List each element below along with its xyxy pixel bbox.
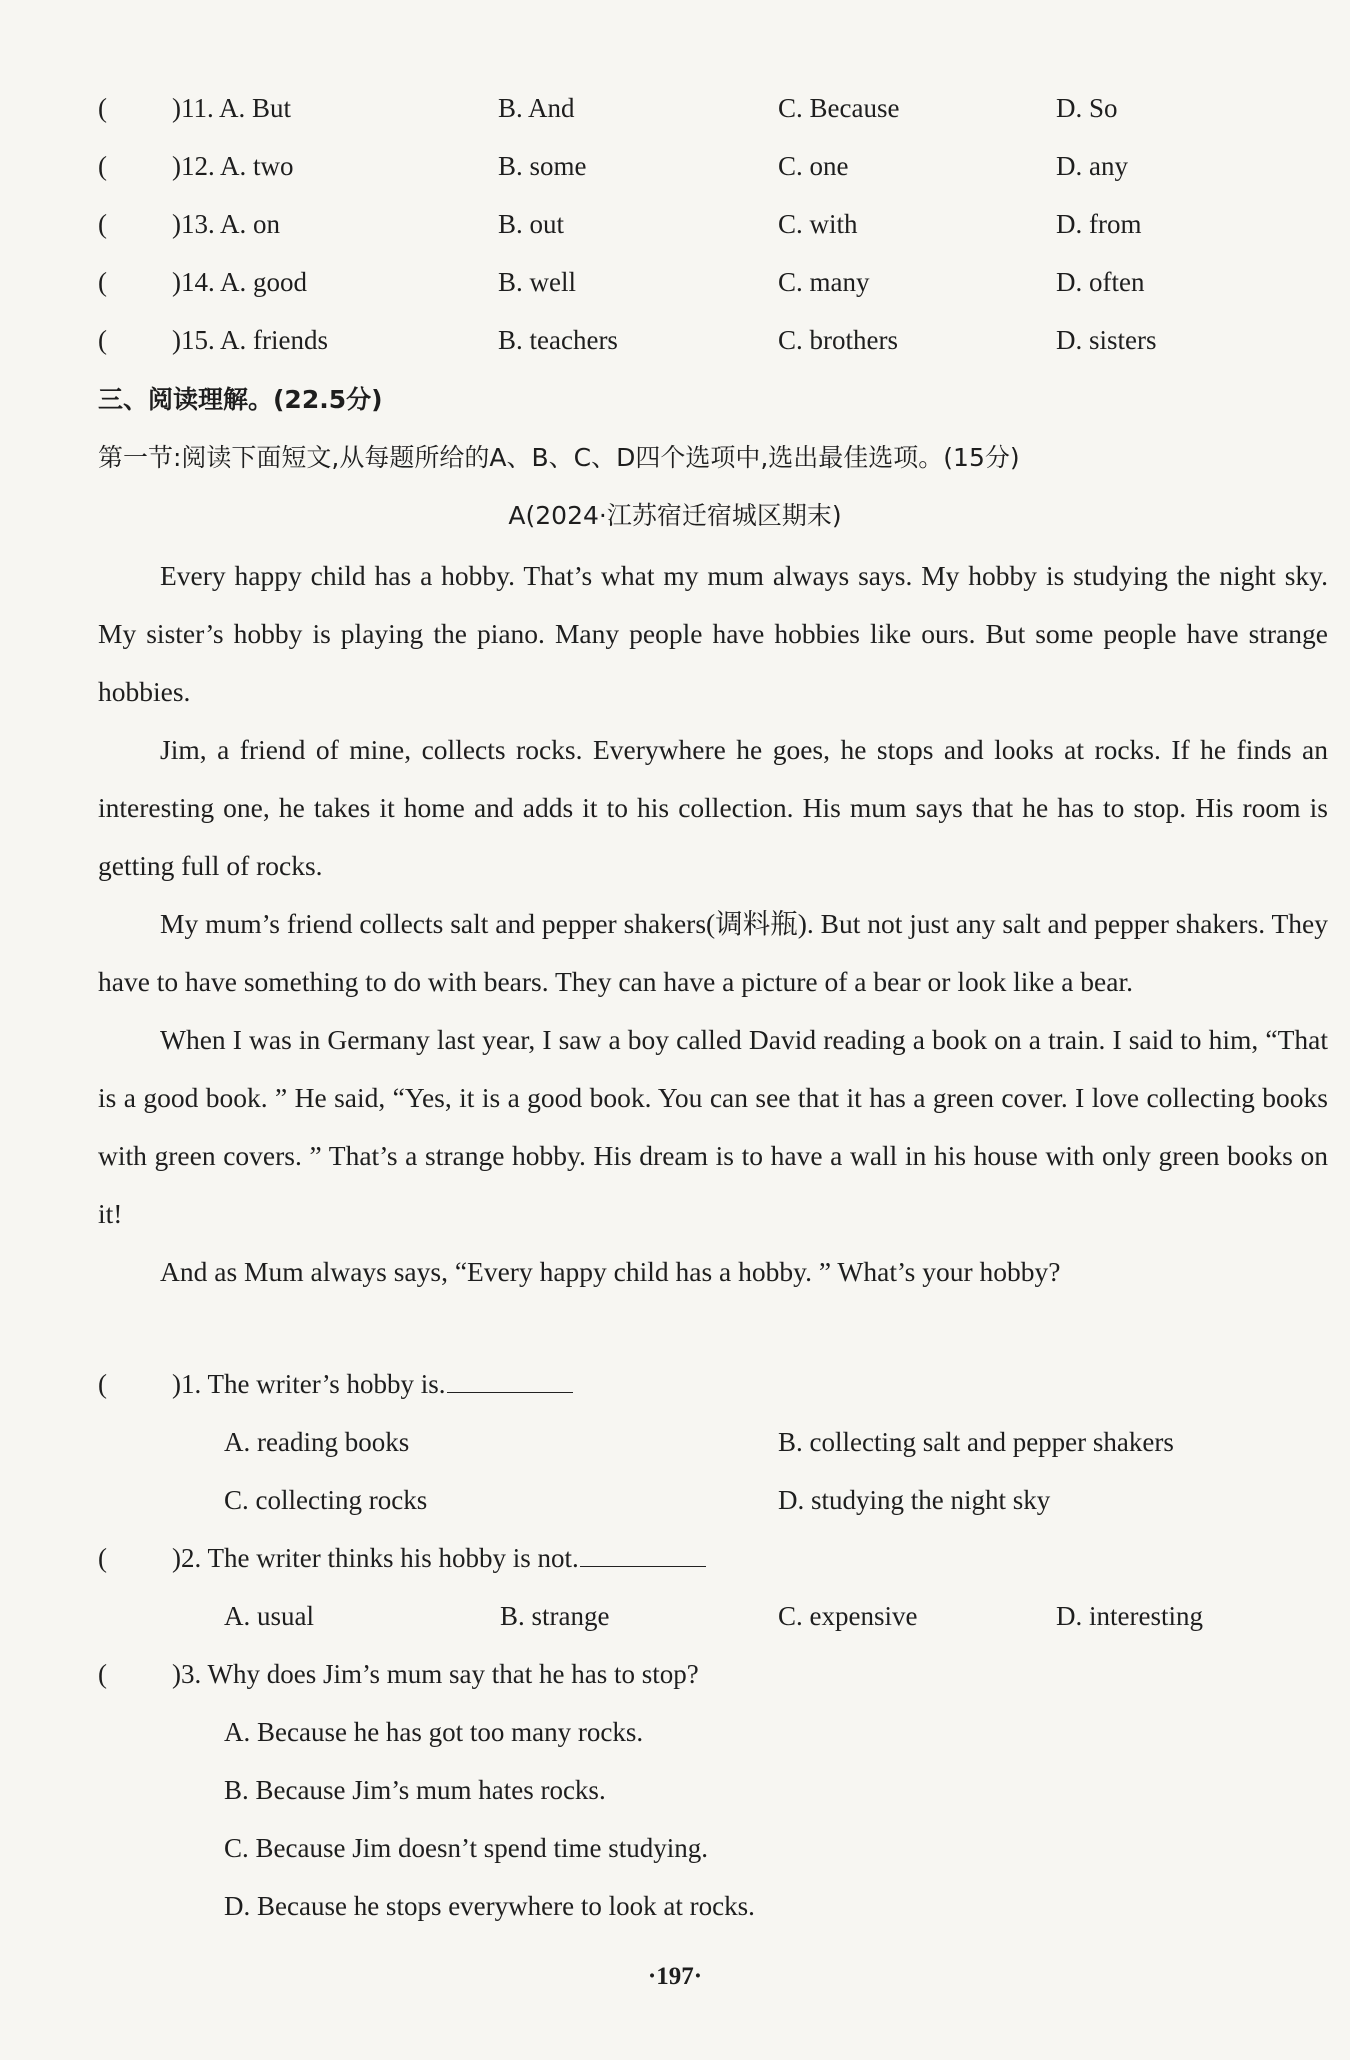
option-b: B. out: [498, 209, 565, 239]
option-b: B. strange: [500, 1601, 610, 1631]
option-b: B. teachers: [498, 325, 618, 355]
question-2-options: [98, 1598, 1298, 1634]
question-number: )11.: [172, 93, 214, 123]
cloze-question-12: [98, 148, 1298, 184]
option-b: B. And: [498, 93, 575, 123]
option-c: C. with: [778, 209, 858, 239]
answer-bracket[interactable]: (: [98, 325, 107, 355]
question-number-and-option-a: [172, 206, 280, 242]
question-3-option-c: [98, 1830, 1298, 1866]
option-c: C. Because Jim doesn’t spend time studying.: [224, 1833, 708, 1863]
question-number: )15.: [172, 325, 215, 355]
option-a: A. usual: [224, 1601, 314, 1631]
question-3-option-a: [98, 1714, 1298, 1750]
question-3-option-d: [98, 1888, 1298, 1924]
page-number: ·197·: [647, 1963, 703, 1990]
question-number-and-option-a: [172, 148, 294, 184]
option-d: D. sisters: [1056, 325, 1157, 355]
option-a: A. two: [220, 151, 294, 181]
option-c: C. one: [778, 151, 849, 181]
question-text: )3. Why does Jim’s mum say that he has to stop?: [172, 1659, 699, 1689]
option-d: D. Because he stops everywhere to look at rocks.: [224, 1891, 755, 1921]
option-c: C. expensive: [778, 1601, 918, 1631]
cloze-question-15: [98, 322, 1298, 358]
question-3: [98, 1656, 1298, 1692]
option-d: D. any: [1056, 151, 1128, 181]
option-c: C. brothers: [778, 325, 898, 355]
question-number-and-option-a: [172, 264, 307, 300]
option-c: C. many: [778, 267, 870, 297]
answer-bracket[interactable]: (: [98, 1659, 107, 1689]
question-stem: [172, 1540, 579, 1576]
question-text: )1. The writer’s hobby is: [172, 1369, 439, 1399]
section-title: 三、阅读理解。(22.5分): [98, 385, 383, 414]
question-1: [98, 1366, 1298, 1402]
question-number-and-option-a: [172, 322, 328, 358]
option-b: B. Because Jim’s mum hates rocks.: [224, 1775, 606, 1805]
option-b: B. collecting salt and pepper shakers: [778, 1427, 1174, 1457]
option-d: D. So: [1056, 93, 1118, 123]
option-b: B. some: [498, 151, 587, 181]
option-a: A. good: [220, 267, 308, 297]
option-d: D. interesting: [1056, 1601, 1203, 1631]
option-b: B. well: [498, 267, 576, 297]
answer-blank[interactable]: [580, 1540, 706, 1567]
option-d: D. studying the night sky: [778, 1485, 1051, 1515]
cloze-question-14: [98, 264, 1298, 300]
question-2: [98, 1540, 1298, 1576]
passage-paragraph: And as Mum always says, “Every happy child has a hobby. ” What’s your hobby?: [160, 1256, 1061, 1287]
passage-paragraph: When I was in Germany last year, I saw a boy called David reading a book on a train. I said to him, “That is a good book. ” He said, “Yes, it is a good book. You can see that it has a green cover. I love collecting books with green covers. ” That’s a strange hobby. His dream is to have a wall in his house with only green books on it!: [98, 1024, 1328, 1229]
passage-paragraph: My mum’s friend collects salt and pepper shakers(调料瓶). But not just any salt and pepper shakers. They have to have something to do with bears. They can have a picture of a bear or look like a bear.: [98, 908, 1328, 997]
question-number-and-option-a: [172, 90, 291, 126]
passage-paragraph: Jim, a friend of mine, collects rocks. Everywhere he goes, he stops and looks at rocks. If he finds an interesting one, he takes it home and adds it to his collection. His mum says that he has to stop. His room is getting full of rocks.: [98, 734, 1328, 881]
reading-passage: [98, 547, 1328, 1301]
answer-bracket[interactable]: (: [98, 209, 107, 239]
cloze-question-11: [98, 90, 1298, 126]
option-c: C. collecting rocks: [224, 1485, 428, 1515]
option-c: C. Because: [778, 93, 900, 123]
answer-bracket[interactable]: (: [98, 93, 107, 123]
answer-bracket[interactable]: (: [98, 1543, 107, 1573]
question-text: )2. The writer thinks his hobby is not: [172, 1543, 572, 1573]
option-a: A. reading books: [224, 1427, 410, 1457]
answer-blank[interactable]: [447, 1366, 573, 1393]
answer-bracket[interactable]: (: [98, 267, 107, 297]
passage-paragraph: Every happy child has a hobby. That’s what my mum always says. My hobby is studying the night sky. My sister’s hobby is playing the piano. Many people have hobbies like ours. But some people have strange hobbies.: [98, 560, 1328, 707]
question-number: )14.: [172, 267, 215, 297]
answer-bracket[interactable]: (: [98, 1369, 107, 1399]
option-a: A. friends: [220, 325, 328, 355]
option-d: D. from: [1056, 209, 1142, 239]
option-a: A. Because he has got too many rocks.: [224, 1717, 644, 1747]
question-1-options-row-1: [98, 1424, 1298, 1460]
question-number: )13.: [172, 209, 215, 239]
passage-title: A(2024·江苏宿迁宿城区期末): [508, 501, 842, 530]
option-a: A. on: [220, 209, 281, 239]
option-d: D. often: [1056, 267, 1145, 297]
section-instruction: 第一节:阅读下面短文,从每题所给的A、B、C、D四个选项中,选出最佳选项。(15分): [98, 443, 1020, 472]
question-number: )12.: [172, 151, 215, 181]
question-3-option-b: [98, 1772, 1298, 1808]
question-1-options-row-2: [98, 1482, 1298, 1518]
answer-bracket[interactable]: (: [98, 151, 107, 181]
question-end: .: [571, 1543, 579, 1573]
cloze-question-13: [98, 206, 1298, 242]
option-a: A. But: [219, 93, 292, 123]
question-end: .: [438, 1369, 446, 1399]
question-stem: [172, 1366, 445, 1402]
